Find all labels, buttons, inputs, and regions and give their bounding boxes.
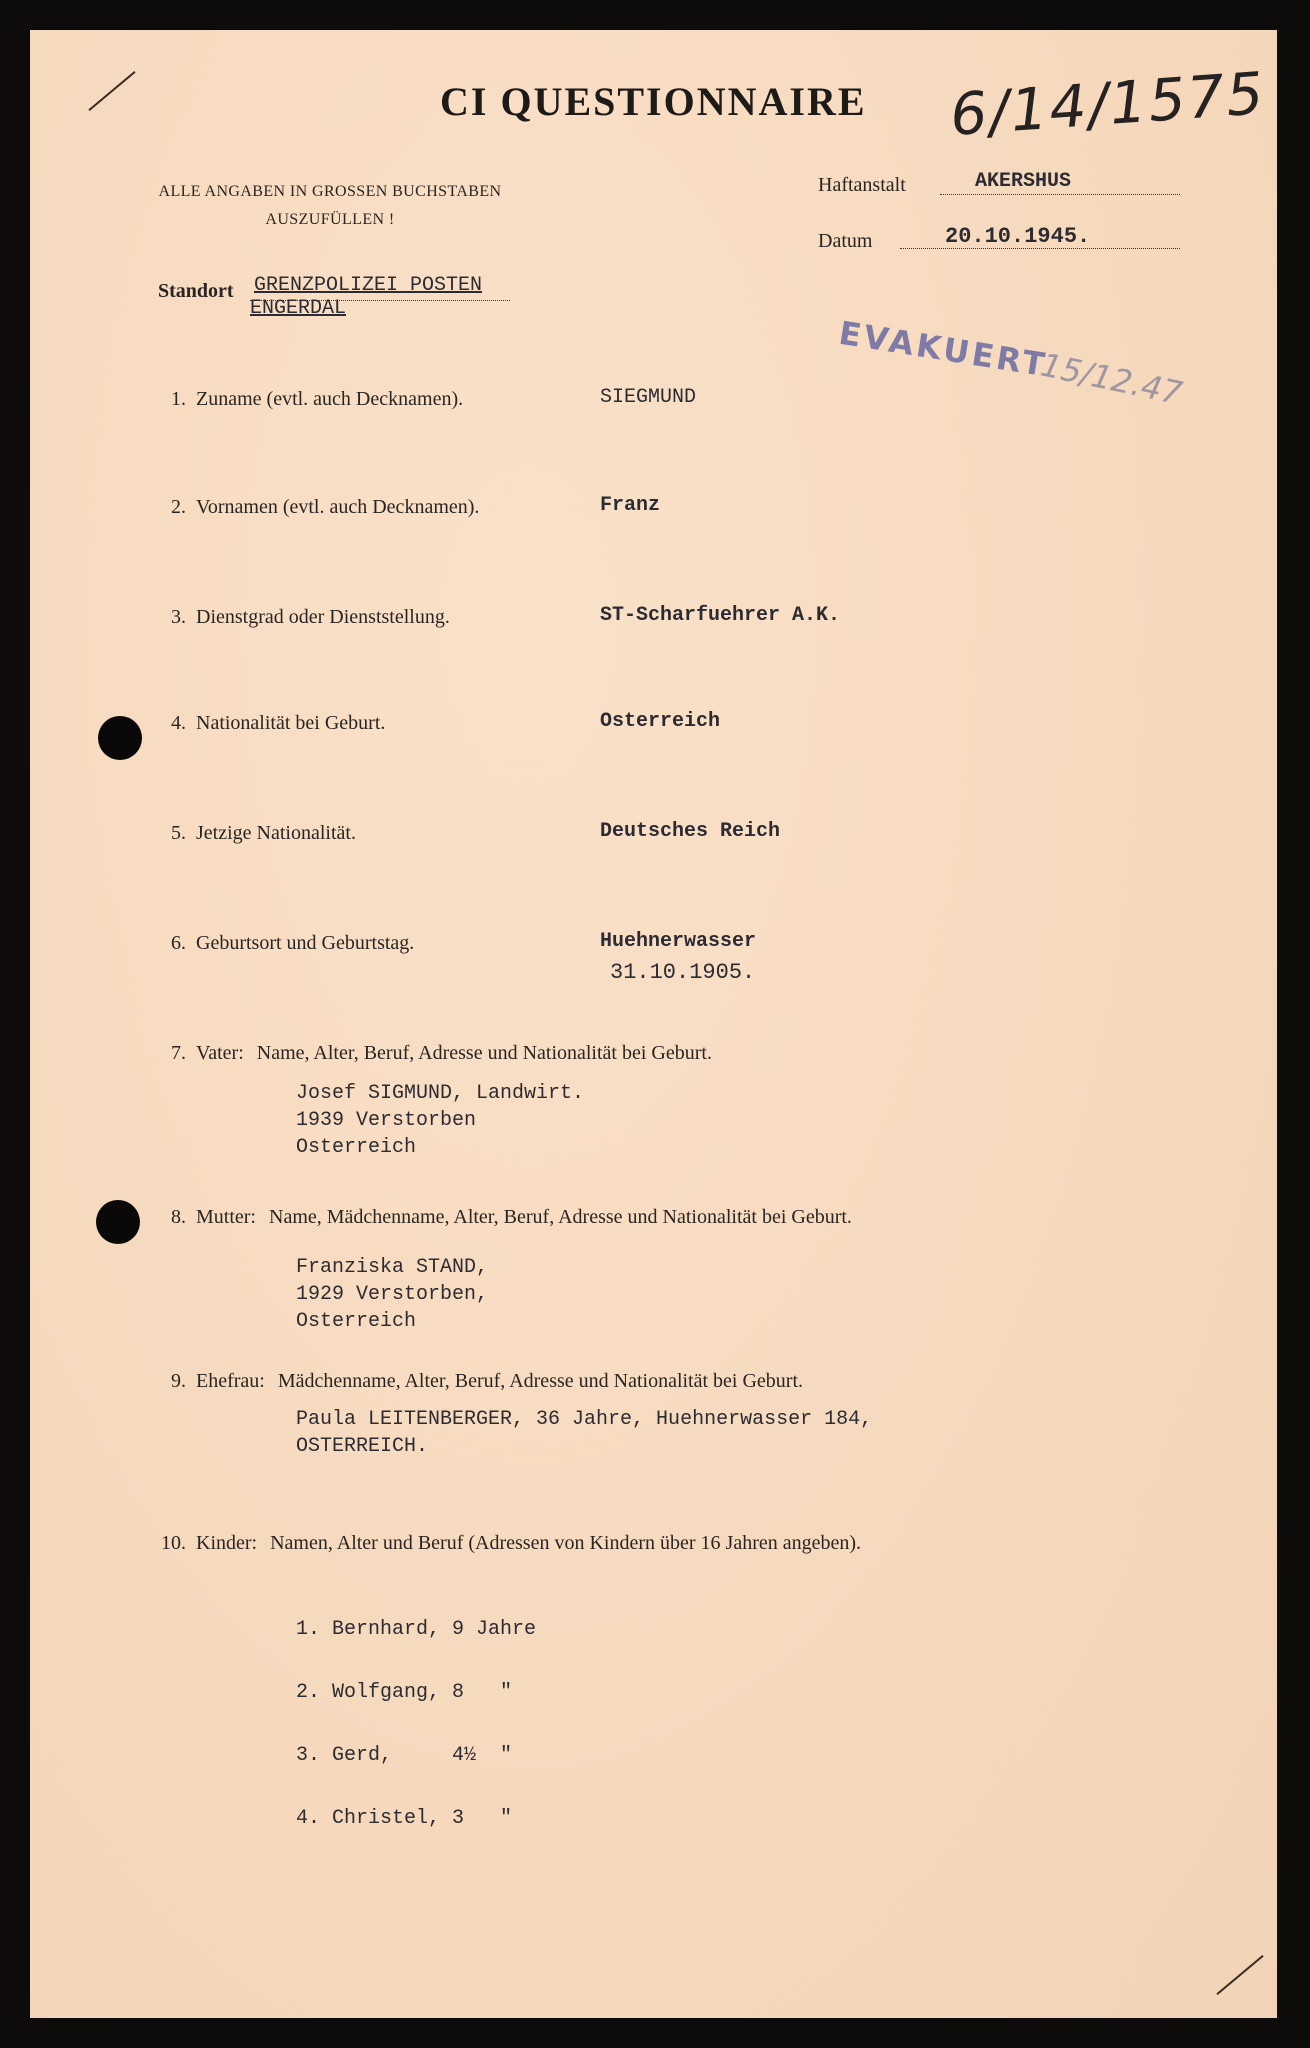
question-description: Namen, Alter und Beruf (Adressen von Kindern über 16 Jahren angeben).: [270, 1532, 862, 1554]
question-row-10: [150, 1532, 861, 1555]
question-row-7: [150, 1042, 712, 1065]
standort-value: GRENZPOLIZEI POSTEN ENGERDAL: [250, 274, 483, 320]
question-label: Nationalität bei Geburt.: [196, 712, 386, 734]
question-row-5: [150, 822, 356, 845]
instruction-text: [140, 178, 520, 234]
standort-field: [250, 274, 510, 320]
question-number: 1.: [171, 388, 186, 410]
answer-line: Franziska STAND,: [296, 1256, 489, 1279]
question-label: Dienstgrad oder Dienststellung.: [196, 606, 450, 628]
datum-value: 20.10.1945.: [945, 224, 1091, 249]
answer-mutter: [296, 1254, 488, 1335]
answer-line: 4. Christel, 3 ": [296, 1807, 513, 1830]
answer-line: Josef SIGMUND, Landwirt.: [296, 1082, 585, 1105]
answer-line: 1939 Verstorben: [296, 1109, 477, 1132]
question-number: 10.: [161, 1532, 186, 1554]
handwritten-file-number: 6/14/1575: [948, 59, 1268, 149]
answer-vater: [296, 1080, 584, 1161]
answer-ehefrau: [296, 1406, 872, 1460]
question-number: 5.: [171, 822, 186, 844]
pen-mark-bottom: [1216, 1955, 1263, 1995]
question-label: Jetzige Nationalität.: [196, 822, 356, 844]
question-number: 9.: [171, 1370, 186, 1392]
question-row-1: [150, 388, 463, 411]
question-label: Vater:: [196, 1042, 244, 1064]
question-number: 4.: [171, 712, 186, 734]
question-label: Mutter:: [196, 1206, 256, 1228]
question-row-9: [150, 1370, 803, 1393]
instruction-line-1: ALLE ANGABEN IN GROSSEN BUCHSTABEN: [158, 183, 502, 200]
question-row-2: [150, 496, 479, 519]
answer-geburtstag: 31.10.1905.: [610, 960, 756, 985]
pen-mark: [88, 71, 135, 111]
stamp-handwritten-date: 15/12.47: [1037, 345, 1186, 413]
evakuert-stamp: EVAKUERT: [836, 313, 1051, 385]
page-title: CI QUESTIONNAIRE: [440, 79, 867, 124]
question-number: 6.: [171, 932, 186, 954]
answer-dienstgrad: ST-Scharfuehrer A.K.: [600, 604, 841, 627]
answer-line: 2. Wolfgang, 8 ": [296, 1681, 513, 1704]
datum-label: Datum: [818, 230, 873, 252]
answer-geburtsort: Huehnerwasser: [600, 930, 757, 953]
punch-hole-upper: [98, 716, 142, 760]
question-label: Vornamen (evtl. auch Decknamen).: [196, 496, 480, 518]
answer-line: Osterreich: [296, 1136, 417, 1159]
instruction-line-2: AUSZUFÜLLEN !: [265, 211, 395, 228]
question-description: Mädchenname, Alter, Beruf, Adresse und Nationalität bei Geburt.: [277, 1370, 804, 1392]
answer-vornamen: Franz: [600, 494, 661, 517]
question-label: Kinder:: [196, 1532, 258, 1554]
question-description: Name, Alter, Beruf, Adresse und Nationalität bei Geburt.: [256, 1042, 712, 1064]
question-number: 2.: [171, 496, 186, 518]
question-row-4: [150, 712, 385, 735]
question-number: 7.: [171, 1042, 186, 1064]
answer-line: Osterreich: [296, 1310, 417, 1333]
answer-zuname: SIEGMUND: [600, 386, 697, 409]
answer-line: 1. Bernhard, 9 Jahre: [296, 1618, 537, 1641]
question-description: Name, Mädchenname, Alter, Beruf, Adresse und Nationalität bei Geburt.: [269, 1206, 852, 1228]
question-label: Zuname (evtl. auch Decknamen).: [196, 388, 464, 410]
question-row-8: [150, 1206, 852, 1229]
answer-kinder: [296, 1580, 536, 1868]
punch-hole-lower: [96, 1200, 140, 1244]
haftanstalt-label: Haftanstalt: [818, 174, 906, 196]
datum-field: [900, 224, 1180, 249]
answer-line: OSTERREICH.: [296, 1435, 429, 1458]
haftanstalt-field: [940, 170, 1180, 195]
answer-line: Paula LEITENBERGER, 36 Jahre, Huehnerwasser 184,: [296, 1408, 873, 1431]
question-number: 3.: [171, 606, 186, 628]
question-row-3: [150, 606, 450, 629]
standort-label: Standort: [158, 280, 234, 302]
question-label: Ehefrau:: [196, 1370, 265, 1392]
question-label: Geburtsort und Geburtstag.: [196, 932, 415, 954]
answer-line: 1929 Verstorben,: [296, 1283, 489, 1306]
answer-jetzige-nationalitaet: Deutsches Reich: [600, 820, 781, 843]
question-row-6: [150, 932, 414, 955]
document-page: [30, 30, 1277, 2018]
answer-line: 3. Gerd, 4½ ": [296, 1744, 513, 1767]
haftanstalt-value: AKERSHUS: [975, 170, 1072, 193]
question-number: 8.: [171, 1206, 186, 1228]
answer-nationalitaet-geburt: Osterreich: [600, 710, 721, 733]
